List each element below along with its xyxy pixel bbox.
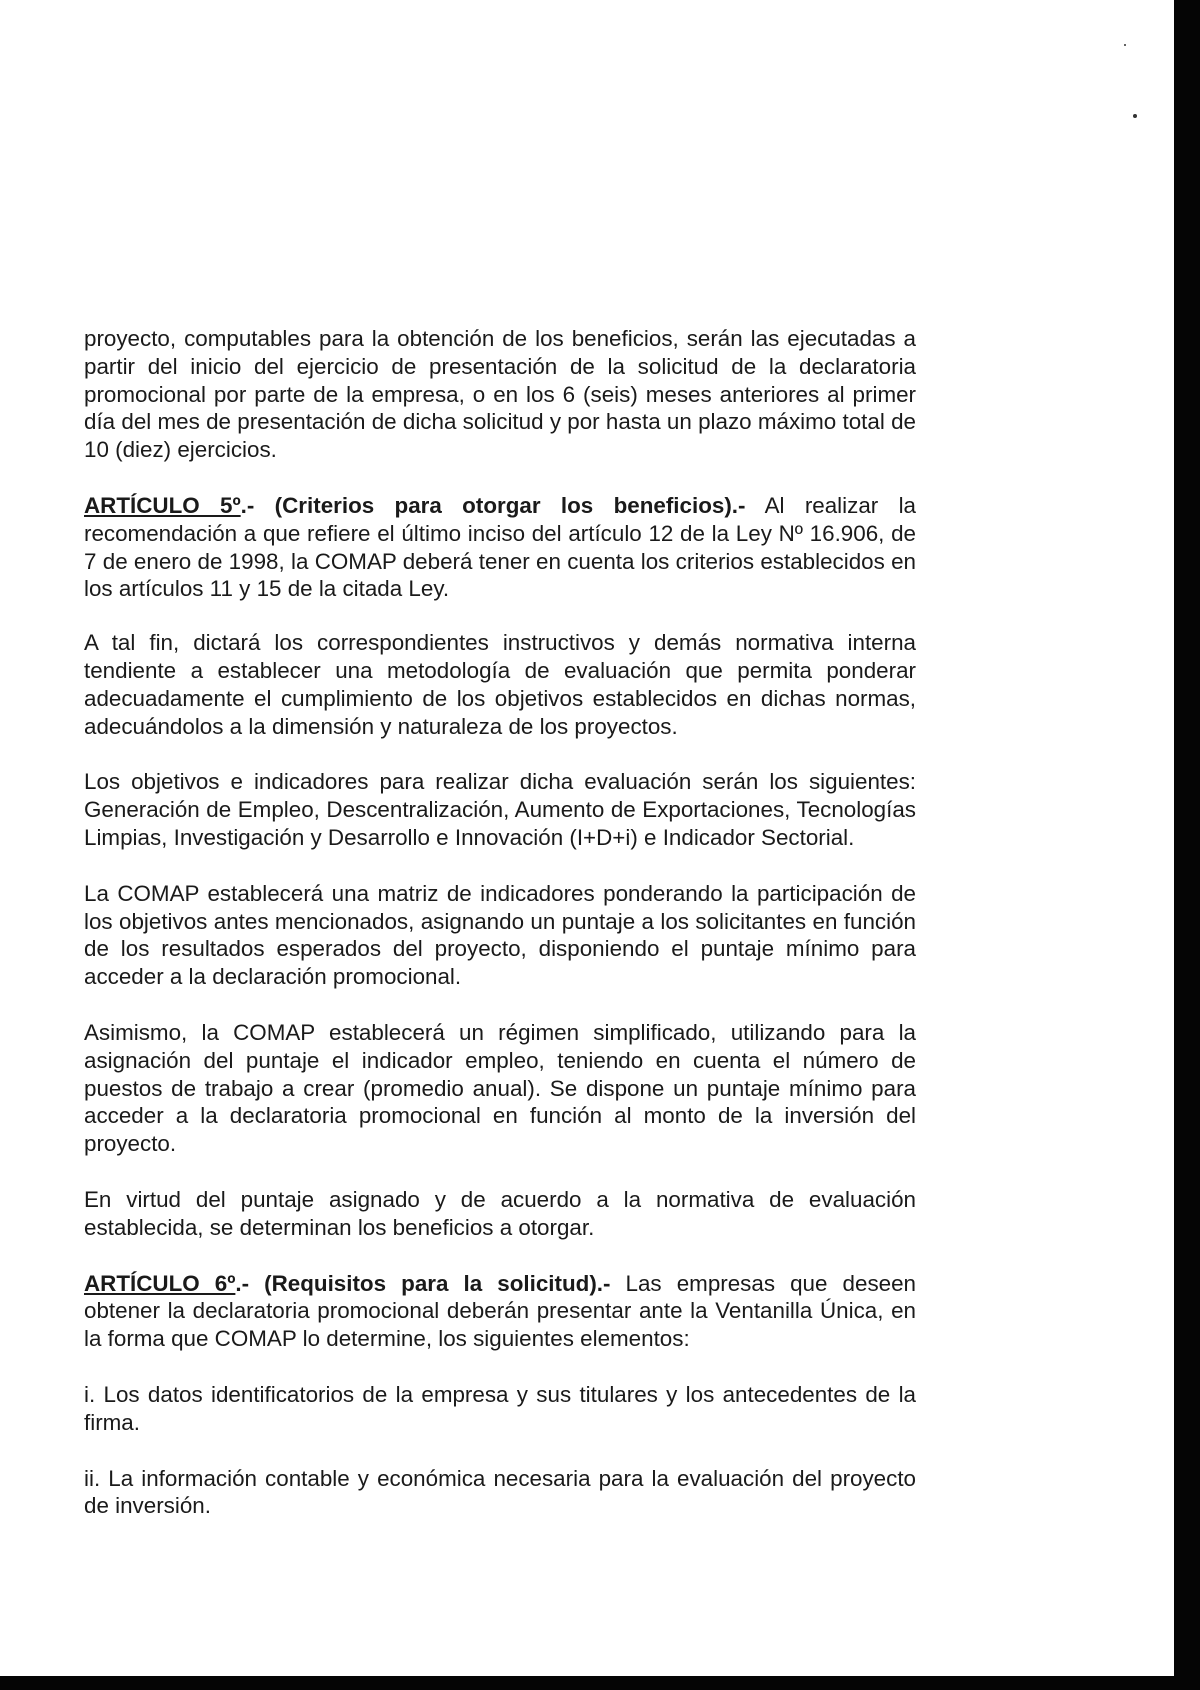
article-6-number: ARTÍCULO 6º xyxy=(84,1270,236,1296)
article-5-number: ARTÍCULO 5º xyxy=(84,492,241,518)
article-5-body: Al realizar la recomendación a que refiere el último inciso del artículo 12 de la Ley Nº 16.906, de 7 de enero de 1998, la COMAP deberá tener en cuenta los criterios establecidos en los artículos 11 y 15 de la citada Ley. xyxy=(84,492,917,602)
article-5 xyxy=(84,492,916,603)
article-5-paragraph-5: Asimismo, la COMAP establecerá un régimen simplificado, utilizando para la asignación del puntaje el indicador empleo, teniendo en cuenta el número de puestos de trabajo a crear (promedio anual). Se dispone un puntaje mínimo para acceder a la declaratoria promocional en función al monto de la inversión del proyecto. xyxy=(84,1019,916,1157)
article-6 xyxy=(84,1270,916,1353)
article-5-paragraph-4: La COMAP establecerá una matriz de indicadores ponderando la participación de los objetivos antes mencionados, asignando un puntaje a los solicitantes en función de los resultados esperados del proyecto, disponiendo el puntaje mínimo para acceder a la declaración promocional. xyxy=(84,880,916,990)
paragraph-continuation: proyecto, computables para la obtención de los beneficios, serán las ejecutadas a partir del inicio del ejercicio de presentación de la solicitud de la declaratoria promocional por parte de la empresa, o en los 6 (seis) meses anteriores al primer día del mes de presentación de dicha solicitud y por hasta un plazo máximo total de 10 (diez) ejercicios. xyxy=(84,326,916,463)
article-6-title: .- (Requisitos para la solicitud).- xyxy=(235,1270,611,1296)
article-5-paragraph-6: En virtud del puntaje asignado y de acuerdo a la normativa de evaluación establecida, se determinan los beneficios a otorgar. xyxy=(84,1186,916,1240)
scan-speck xyxy=(1133,114,1137,118)
document-body xyxy=(84,325,916,1548)
article-6-item-i: i. Los datos identificatorios de la empresa y sus titulares y los antecedentes de la firma. xyxy=(84,1381,916,1435)
article-6-body: Las empresas que deseen obtener la declaratoria promocional deberán presentar ante la Ventanilla Única, en la forma que COMAP lo determine, los siguientes elementos: xyxy=(84,1270,916,1352)
article-6-heading xyxy=(84,1271,610,1296)
article-5-paragraph-3: Los objetivos e indicadores para realizar dicha evaluación serán los siguientes: Generación de Empleo, Descentralización, Aumento de Exportaciones, Tecnologías Limpias, Investigación y Desarrollo e Innovación (I+D+i) e Indicador Sectorial. xyxy=(84,769,916,850)
article-5-title: .- (Criterios para otorgar los beneficios).- xyxy=(240,492,746,518)
scan-border-right xyxy=(1174,0,1200,1690)
article-5-heading xyxy=(84,493,745,518)
scan-speck xyxy=(1124,44,1126,46)
article-6-item-ii: ii. La información contable y económica necesaria para la evaluación del proyecto de inversión. xyxy=(84,1465,916,1519)
scan-border-bottom xyxy=(0,1676,1200,1690)
article-5-paragraph-2: A tal fin, dictará los correspondientes instructivos y demás normativa interna tendiente a establecer una metodología de evaluación que permita ponderar adecuadamente el cumplimiento de los objetivos establecidos en dichas normas, adecuándolos a la dimensión y naturaleza de los proyectos. xyxy=(84,630,916,739)
